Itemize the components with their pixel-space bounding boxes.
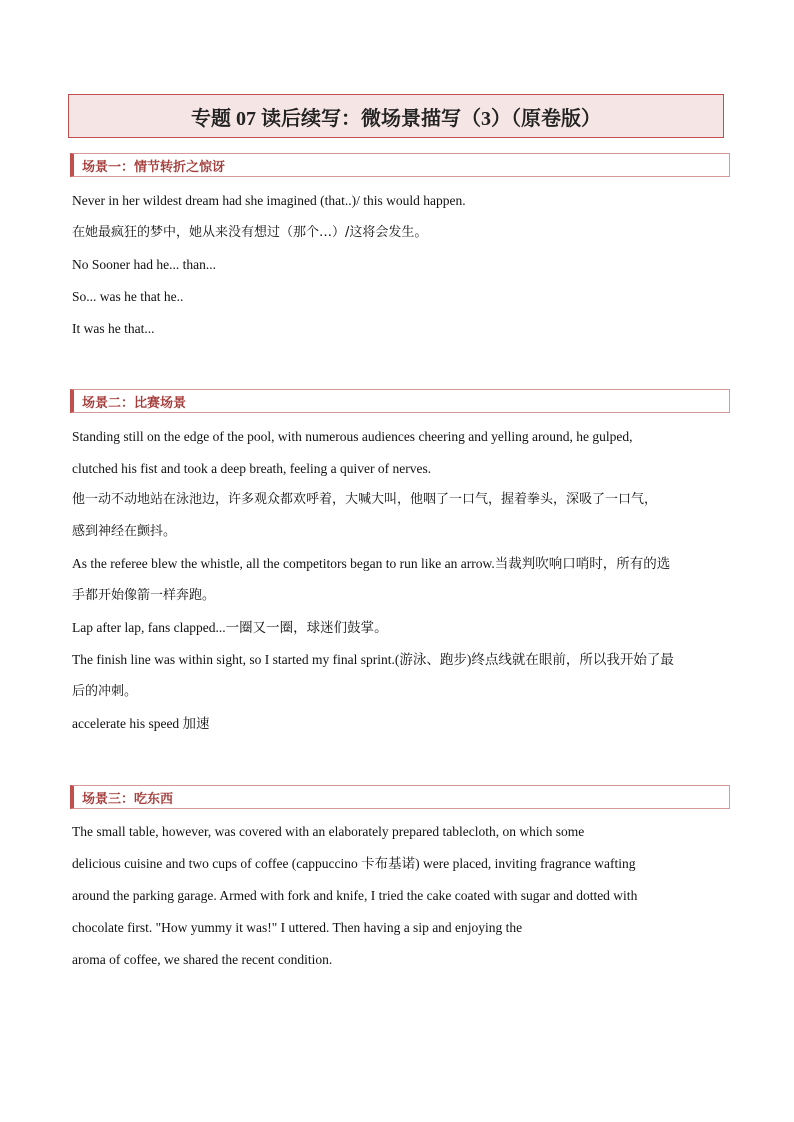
section-3-line-2: delicious cuisine and two cups of coffee (cappuccino 卡布基诺) were placed, inviting fragrance wafting	[72, 856, 636, 871]
section-3-line-4: chocolate first. "How yummy it was!" I uttered. Then having a sip and enjoying the	[72, 920, 523, 935]
section-2-line-9: 后的冲刺。	[72, 684, 138, 699]
section-2-line-4: 感到神经在颤抖。	[72, 524, 177, 539]
section-2-line-2: clutched his fist and took a deep breath, feeling a quiver of nerves.	[72, 461, 432, 476]
section-2-line-5: As the referee blew the whistle, all the competitors began to run like an arrow.当裁判吹响口哨时，所有的选	[72, 556, 671, 571]
document-title-text: 专题 07 读后续写：微场景描写（3）（原卷版）	[191, 107, 601, 130]
section-1-line-2: 在她最疯狂的梦中，她从来没有想过（那个…）/这将会发生。	[72, 225, 428, 240]
section-2-line-6: 手都开始像箭一样奔跑。	[72, 588, 216, 603]
section-2-line-3: 他一动不动地站在泳池边，许多观众都欢呼着，大喊大叫，他咽了一口气，握着拳头，深吸了一口气，	[72, 492, 658, 507]
section-1-header-text: 场景一：情节转折之惊讶	[82, 159, 226, 175]
section-2-header-text: 场景二：比赛场景	[82, 395, 187, 411]
section-2-line-10: accelerate his speed 加速	[72, 716, 210, 731]
section-3-header-text: 场景三：吃东西	[82, 791, 174, 807]
section-1-line-1: Never in her wildest dream had she imagined (that..)/ this would happen.	[72, 193, 466, 208]
section-3-line-3: around the parking garage. Armed with fork and knife, I tried the cake coated with sugar and dotted with	[72, 888, 638, 903]
document-title	[68, 94, 724, 138]
section-3-header	[70, 785, 730, 809]
section-2-line-1: Standing still on the edge of the pool, with numerous audiences cheering and yelling around, he gulped,	[72, 429, 633, 444]
section-1-line-5: It was he that...	[72, 321, 155, 336]
section-1-line-3: No Sooner had he... than...	[72, 257, 216, 272]
section-2-line-7: Lap after lap, fans clapped...一圈又一圈，球迷们鼓掌。	[72, 620, 388, 635]
section-2-header	[70, 389, 730, 413]
section-3-line-5: aroma of coffee, we shared the recent condition.	[72, 952, 333, 967]
section-1-header	[70, 153, 730, 177]
section-1-line-4: So... was he that he..	[72, 289, 184, 304]
section-3-line-1: The small table, however, was covered with an elaborately prepared tablecloth, on which some	[72, 824, 585, 839]
section-2-line-8: The finish line was within sight, so I started my final sprint.(游泳、跑步)终点线就在眼前，所以我开始了最	[72, 652, 674, 667]
